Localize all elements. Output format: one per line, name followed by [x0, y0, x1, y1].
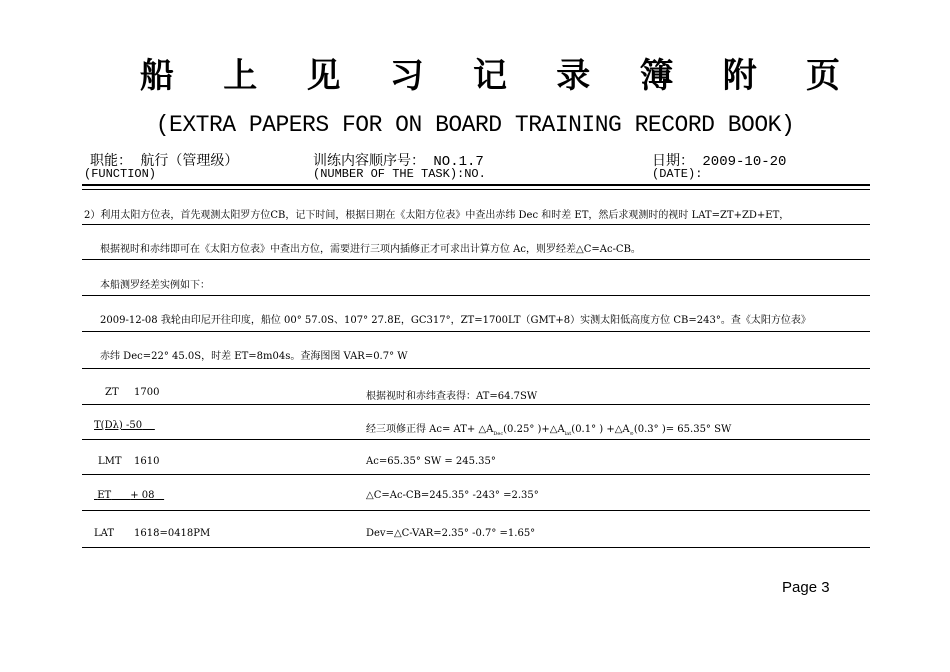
page-number: Page 3	[782, 579, 830, 596]
calc-value-et: + 08	[130, 490, 155, 501]
calc-value-lmt: 1610	[134, 456, 160, 467]
ac-formula-post: (0.3° )= 65.35° SW	[633, 424, 732, 435]
paragraph-row: 2）利用太阳方位表，首先观测太阳罗方位CB，记下时间，根据日期在《太阳方位表》中查出赤纬 Dec 和时差 ET，然后求观测时的视时 LAT=ZT+ZD+ET，	[84, 210, 790, 221]
calc-value-zt: 1700	[134, 387, 160, 398]
title-char: 见	[306, 56, 341, 96]
ac-formula-mid2: (0.1° ) +△A	[571, 424, 630, 435]
page-title-en: (EXTRA PAPERS FOR ON BOARD TRAINING RECORD BOOK)	[155, 112, 795, 138]
calc-label-zt: ZT	[105, 387, 119, 398]
ac-sub-lat: lat	[564, 431, 572, 437]
row-divider	[82, 404, 870, 405]
calc-row-tdl	[94, 420, 155, 431]
paragraph-row: 根据视时和赤纬即可在《太阳方位表》中查出方位，需要进行三项内插修正才可求出计算方位 Ac，则罗经差△C=Ac-CB。	[100, 244, 641, 255]
calc-note-compass-error: △C=Ac-CB=245.35° -243° =2.35°	[366, 490, 539, 501]
row-divider	[82, 259, 870, 260]
page-title-cn	[140, 48, 840, 97]
calc-value-tdl: -50	[126, 420, 143, 431]
calc-note-ac	[366, 420, 731, 437]
title-char: 页	[806, 56, 840, 96]
calc-note-deviation: Dev=△C-VAR=2.35° -0.7° =1.65°	[366, 528, 536, 539]
calc-note-ac-value: Ac=65.35° SW = 245.35°	[366, 456, 496, 467]
date-label: 日期：	[652, 154, 694, 170]
function-value: 航行（管理级）	[140, 154, 239, 170]
row-divider	[82, 510, 870, 511]
title-char: 附	[722, 56, 757, 96]
function-label-en: (FUNCTION)	[84, 167, 157, 181]
row-divider	[82, 547, 870, 548]
calc-label-lat: LAT	[94, 528, 114, 539]
title-char: 记	[473, 56, 507, 96]
row-divider	[82, 224, 870, 225]
task-label: 训练内容顺序号：	[313, 154, 425, 170]
calc-label-tdl: T(Dλ)	[94, 420, 123, 431]
date-value: 2009-10-20	[702, 154, 787, 170]
row-divider	[82, 295, 870, 296]
calc-value-lat: 1618=0418PM	[134, 528, 211, 539]
calc-label-et: ET	[97, 490, 112, 501]
title-char: 录	[556, 56, 591, 96]
row-divider	[82, 331, 870, 332]
task-label-en: (NUMBER OF THE TASK):NO.	[313, 167, 486, 181]
row-divider	[82, 368, 870, 369]
calc-note-at: 根据视时和赤纬查表得：AT=64.7SW	[366, 391, 538, 402]
date-label-en: (DATE):	[652, 167, 703, 181]
task-value: NO.1.7	[433, 154, 484, 170]
row-divider	[82, 439, 870, 440]
title-char: 簿	[639, 56, 674, 96]
title-char: 习	[389, 56, 424, 96]
paragraph-row: 赤纬 Dec=22° 45.0S，时差 ET=8m04s。查海图图 VAR=0.7° W	[100, 351, 408, 362]
header-rule-thick	[82, 184, 870, 186]
ac-formula-pre: 经三项修正得 Ac= AT+ △A	[366, 424, 494, 435]
header-rule-thin	[82, 189, 870, 190]
title-char: 船	[140, 56, 174, 96]
ac-formula-mid1: (0.25° )+△A	[503, 424, 565, 435]
function-label: 职能：	[90, 154, 132, 170]
ac-sub-sun: ⊙	[629, 431, 634, 437]
paragraph-row: 2009-12-08 我轮由印尼开往印度，船位 00° 57.0S、107° 27.8E，GC317°，ZT=1700LT（GMT+8）实测太阳低高度方位 CB=243°。查《太阳方位表》	[100, 315, 811, 326]
paragraph-row: 本船测罗经差实例如下：	[100, 280, 210, 291]
calc-label-lmt: LMT	[98, 456, 122, 467]
title-char: 上	[223, 56, 258, 96]
ac-sub-dec: Dec	[493, 431, 504, 437]
row-divider	[82, 474, 870, 475]
calc-row-et	[94, 490, 164, 501]
